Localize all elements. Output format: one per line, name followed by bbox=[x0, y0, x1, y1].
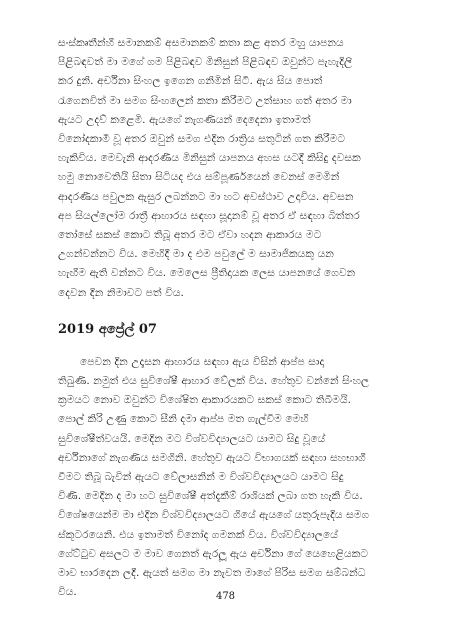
text-line: හැඟීම ඇති වන්නට විය. මෙලෙස ප්‍රීතිදායක ලෙස යාපනයේ ගෙවන bbox=[58, 267, 356, 280]
text-line: රැගෙනවිත් මා සමග සිංහලෙන් කතා කිරීමට උත්සාහ ගත් අතර මා bbox=[58, 94, 352, 107]
text-line: විශේෂයෙන්ම මා එදින විශ්වවිද්‍යාලයට ගියේ ඇයගේ යතුරුපැදිය සමග bbox=[58, 509, 370, 522]
text-line: ක්‍රමයට නොව ඔවුන්ට විශේෂිත ආකාරයකට සකස් කොට තිබීමයි. bbox=[58, 394, 352, 407]
text-line: ගේට්ටුව අසලට ම මාව ගෙනත් ඇරලූ ඇය අර්චිනා ගේ යෙහෙළියකට bbox=[58, 547, 369, 560]
text-line: සුවිශේෂීත්වයයි. මෙදින මට විශ්වවිද්‍යාලයට යාමට සිදු වූයේ bbox=[58, 432, 326, 445]
text-line: කර දුනි. අර්චිනා සිංහල ඉගෙන ගනිමින් සිටී. ඇය සිය පොත් bbox=[58, 75, 323, 88]
document-page bbox=[58, 34, 395, 602]
text-line: විය. bbox=[58, 586, 77, 599]
text-line: අප සියල්ලෝම රාත්‍රී ආහාරය සඳහා සූදානම් වූ අතර ඒ සඳහා බිත්තර bbox=[58, 209, 360, 222]
text-line: පෙවන දින උදෑසන ආහාරය සඳහා ඇය විසින් ආප්ප සාදා bbox=[80, 355, 325, 368]
text-line: පොල් කිරි උණු කොට සීනි දමා ආප්ප මත ගැල්වීම මෙහි bbox=[58, 413, 309, 426]
text-line: හමු නොවෙතියි සිතා සිටියද එය සම්පූර්ණයෙන් වෙනස් මෙමින් bbox=[58, 171, 340, 184]
text-line: උගන්වන්නට විය. මෙහිදී මා ද එම පවුලේ ම සාමාජිකයකු යන bbox=[58, 248, 334, 261]
text-line: පිළිබඳවත් මා මගේ ගම පිළිබඳව මිනිසුන් පිළිබඳව ඔවුන්ට පැහැදිලි bbox=[58, 56, 353, 69]
text-line: සංස්කෘතීන්හී සමානකම් අසමානකම් කතා කළ අතර මහු යාපනය bbox=[58, 37, 344, 49]
text-line: මාව භාරදෙන ලදී. ඇයත් සමග මා නැවත මාගේ පිරිස සමග සම්බන්ධ bbox=[58, 567, 366, 580]
text-line: විනෝදකාමී වූ අතර ඔවුන් සමග එදින රාත්‍රිය සතුටින් ගත කිරීමට bbox=[58, 133, 346, 146]
text-line: දෙවන දින නිමාවට පත් විය. bbox=[58, 286, 185, 299]
body-paragraph-2 bbox=[58, 353, 395, 603]
date-heading: 2019 අප්‍රේල් 07 bbox=[58, 321, 157, 337]
text-line: අර්චිනාගේ නැගණිය සමගිනි. හේතුව ඇයට විභාගයක් සඳහා සහභාගී bbox=[58, 451, 366, 464]
text-line: තෝසේ සකස් කොට තිබූ අතර මට ඒවා හදන ආකාරය මට bbox=[58, 229, 322, 242]
text-line: ඇයට උදව් කළෙමි. ඇයගේ නැගණියන් දෙදෙනා ඉතාමත් bbox=[58, 113, 311, 126]
text-line: වීමට තිබූ බැවින් ඇයට වේලාසනින් ම විශ්වවිද්‍යාලයට යාමට සිදු bbox=[58, 471, 344, 484]
text-line: හැකිවිය. මෙවැනි ආදරණීය මිනිසුන් යාපනය අහස යටදී කිසිදු දවසක bbox=[58, 152, 361, 165]
text-line: ආදරණීය පවුලක ඇසුර ලබන්නට මා හට අවස්ථාව උදාවිය. අවසන bbox=[58, 190, 354, 203]
body-paragraph-1 bbox=[58, 34, 395, 303]
text-line: ස්කූටරයෙනි. එය ඉතාමත් විනෝද ගමනක් විය. විශ්වවිද්‍යාලයේ bbox=[58, 528, 338, 541]
text-line: විණි. මෙදින ද මා හට සුවිශේෂී අත්දැකීම් රාශියක් ලබා ගත හැකි විය. bbox=[58, 490, 363, 503]
text-line: තිබුණි. නමුත් එය සුවිශේෂී ආහාර වේලක් විය. හේතුව වන්නේ සිංහල bbox=[58, 375, 370, 388]
page-number: 478 bbox=[215, 591, 236, 602]
